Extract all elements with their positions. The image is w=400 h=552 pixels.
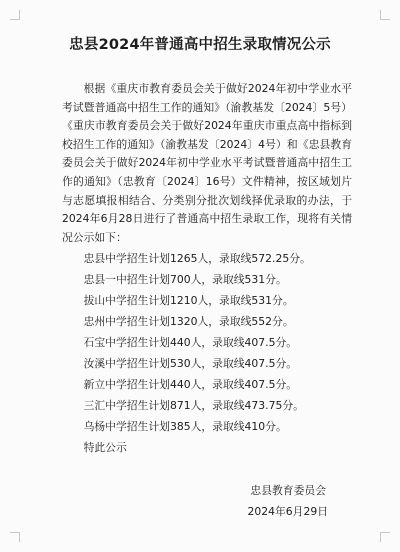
notice-title: 忠县2024年普通高中招生录取情况公示 [69,37,331,53]
crop-mark-bottom-right [380,532,390,542]
admission-item: 拔山中学招生计划1210人，录取线531分。 [83,294,294,308]
admission-item: 石宝中学招生计划440人，录取线407.5分。 [83,336,298,350]
admission-item: 乌杨中学招生计划385人，录取线410分。 [83,420,287,434]
closing-text: 特此公示 [83,441,127,455]
admission-item: 忠州中学招生计划1320人，录取线552分。 [83,315,294,329]
admission-item: 三汇中学招生计划871人，录取线473.75分。 [83,399,304,413]
admission-item: 忠县中学招生计划1265人，录取线572.25分。 [83,252,311,266]
signature-date: 2024年6月29日 [247,505,328,518]
signature-org: 忠县教育委员会 [250,484,326,497]
crop-mark-top-left [10,10,20,20]
notice-body [62,80,352,458]
intro-paragraph: 根据《重庆市教育委员会关于做好2024年初中学业水平考试暨普通高中招生工作的通知》（渝教基发〔2024〕5号）《重庆市教育委员会关于做好2024年重庆市重点高中指标到校招生工作的通知》（渝教基发〔2024〕4号）和《忠县教育委员会关于做好2024年初中学业水平考试暨普通高中招生工作的通知》（忠教育〔2024〕16号）文件精神，按区域划片与志愿填报相结合、分类别分批次划线择优录取的办法，于2024年6月28日进行了普通高中招生录取工作，现将有关情况公示如下： [62,82,352,244]
admission-item: 忠县一中招生计划700人，录取线531分。 [83,273,287,287]
crop-mark-bottom-left [10,532,20,542]
admission-list [62,250,352,436]
admission-item: 汝溪中学招生计划530人，录取线407.5分。 [83,357,298,371]
admission-item: 新立中学招生计划440人，录取线407.5分。 [83,378,298,392]
crop-mark-top-right [380,10,390,20]
